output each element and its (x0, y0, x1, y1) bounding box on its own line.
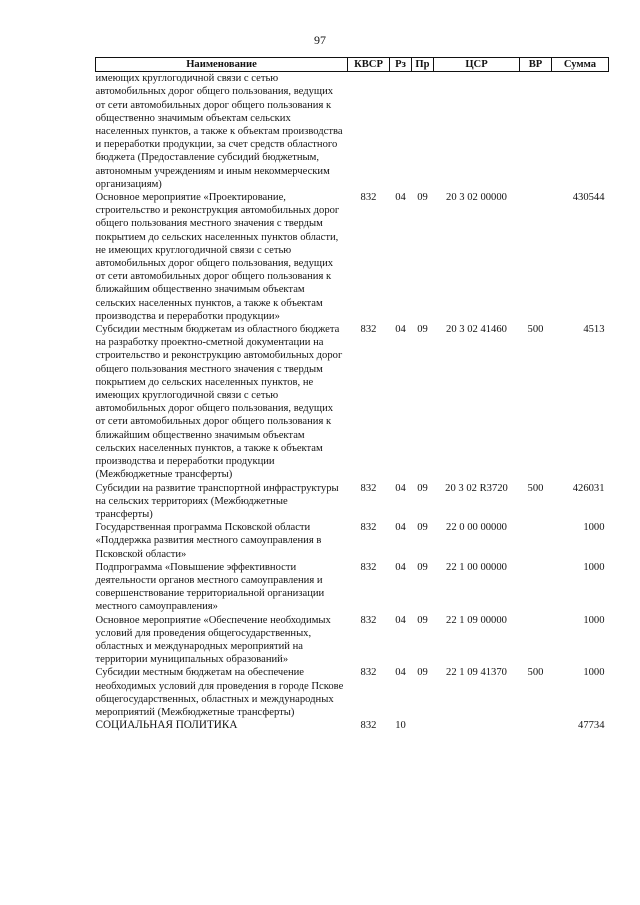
budget-table-container (95, 57, 608, 732)
cell-rz: 10 (395, 720, 406, 732)
table-body (96, 72, 609, 733)
cell-csr: 22 1 09 00000 (446, 614, 507, 626)
cell-sum: 1000 (583, 522, 605, 534)
cell-kvsr: 832 (360, 720, 377, 732)
table-row (96, 521, 609, 561)
cell-csr: 22 1 00 00000 (446, 561, 507, 573)
cell-vr: 500 (527, 667, 544, 679)
cell-vr (520, 719, 552, 732)
cell-vr (520, 72, 552, 191)
table-row (96, 72, 609, 191)
cell-csr: 20 3 02 41460 (446, 324, 507, 336)
header-rz: Рз (390, 58, 412, 72)
cell-pr: 09 (417, 482, 428, 494)
table-row (96, 191, 609, 323)
cell-name: Государственная программа Псковской области «Поддержка развития местного самоуправления в Псковской области» (95, 522, 322, 560)
header-vr: ВР (520, 58, 552, 72)
cell-pr: 09 (417, 667, 428, 679)
cell-kvsr: 832 (360, 522, 377, 534)
table-row (96, 614, 609, 667)
cell-vr (520, 561, 552, 614)
cell-vr (520, 521, 552, 561)
cell-name: имеющих круглогодичной связи с сетью автомобильных дорог общего пользования, ведущих от сети автомобильных дорог общего пользования к общественно значимым объектам сельских населенных пунктов, а также к объектам производства и переработки продукции, за счет средств областного бюджета (Предоставление субсидий бюджетным, автономным учреждениям и иным некоммерческим организациям) (95, 73, 343, 190)
table-row (96, 719, 609, 732)
cell-kvsr: 832 (360, 561, 377, 573)
cell-rz: 04 (395, 614, 406, 626)
cell-rz: 04 (395, 192, 406, 204)
cell-kvsr (348, 72, 390, 191)
cell-csr (434, 72, 520, 191)
cell-rz: 04 (395, 561, 406, 573)
cell-sum: 1000 (583, 667, 605, 679)
cell-rz (390, 72, 412, 191)
cell-csr: 20 3 02 00000 (446, 192, 507, 204)
cell-rz: 04 (395, 667, 406, 679)
cell-pr: 09 (417, 324, 428, 336)
cell-kvsr: 832 (360, 667, 377, 679)
table-header (96, 58, 609, 72)
cell-csr: 22 0 00 00000 (446, 522, 507, 534)
header-csr: ЦСР (434, 58, 520, 72)
header-row (96, 58, 609, 72)
cell-vr: 500 (527, 482, 544, 494)
table-row (96, 561, 609, 614)
cell-sum (552, 72, 609, 191)
cell-pr: 09 (417, 561, 428, 573)
cell-rz: 04 (395, 522, 406, 534)
header-name: Наименование (96, 58, 348, 72)
cell-sum: 47734 (578, 720, 605, 732)
cell-sum: 430544 (572, 192, 605, 204)
header-pr: Пр (412, 58, 434, 72)
cell-kvsr: 832 (360, 192, 377, 204)
page-number: 97 (314, 33, 326, 47)
cell-csr: 20 3 02 R3720 (445, 482, 508, 494)
cell-csr: 22 1 09 41370 (446, 667, 507, 679)
cell-name: Основное мероприятие «Проектирование, строительство и реконструкция автомобильных дорог общего пользования местного значения с твердым покрытием до сельских населенных пунктов области, не имеющих круглогодичной связи с сетью автомобильных дорог общего пользования, ведущих от сети автомобильных дорог общего пользования к ближайшим общественно значимым объектам сельских населенных пунктов, а также к объектам производства и переработки продукции» (95, 192, 340, 322)
cell-vr: 500 (527, 324, 544, 336)
cell-kvsr: 832 (360, 482, 377, 494)
cell-pr (412, 719, 434, 732)
cell-name: Основное мероприятие «Обеспечение необходимых условий для проведения общегосударственных, областных и международных мероприятий на территории муниципальных образований» (95, 614, 331, 666)
cell-pr: 09 (417, 192, 428, 204)
cell-name: Субсидии местным бюджетам из областного бюджета на разработку проектно-сметной документации на строительство и реконструкцию автомобильных дорог общего пользования местного значения с твердым покрытием до сельских населенных пунктов, не имеющих круглогодичной связи с сетью автомобильных дорог общего пользования, ведущих от сети автомобильных дорог общего пользования к ближайшим общественно значимым объектам сельских населенных пунктов, а также к объектам производства и переработки продукции (Межбюджетные трансферты) (95, 324, 343, 481)
cell-sum: 4513 (583, 324, 605, 336)
header-kvsr: КВСР (348, 58, 390, 72)
cell-name: СОЦИАЛЬНАЯ ПОЛИТИКА (95, 719, 238, 732)
cell-kvsr: 832 (360, 324, 377, 336)
cell-kvsr: 832 (360, 614, 377, 626)
cell-pr: 09 (417, 522, 428, 534)
header-sum: Сумма (552, 58, 609, 72)
cell-sum: 426031 (572, 482, 605, 494)
budget-table (95, 57, 609, 732)
cell-sum: 1000 (583, 561, 605, 573)
cell-name: Подпрограмма «Повышение эффективности деятельности органов местного самоуправления и совершенствование территориальной организации местного самоуправления» (95, 561, 325, 613)
cell-pr: 09 (417, 614, 428, 626)
cell-vr (520, 191, 552, 323)
cell-rz: 04 (395, 324, 406, 336)
cell-rz: 04 (395, 482, 406, 494)
cell-sum: 1000 (583, 614, 605, 626)
table-row (96, 323, 609, 481)
cell-vr (520, 614, 552, 667)
table-row (96, 666, 609, 719)
cell-name: Субсидии на развитие транспортной инфраструктуры на сельских территориях (Межбюджетные трансферты) (95, 482, 339, 520)
cell-name: Субсидии местным бюджетам на обеспечение необходимых условий для проведения в городе Пскове общегосударственных, областных и международных мероприятий (Межбюджетные трансферты) (95, 667, 344, 718)
cell-csr (434, 719, 520, 732)
cell-pr (412, 72, 434, 191)
table-row (96, 482, 609, 522)
